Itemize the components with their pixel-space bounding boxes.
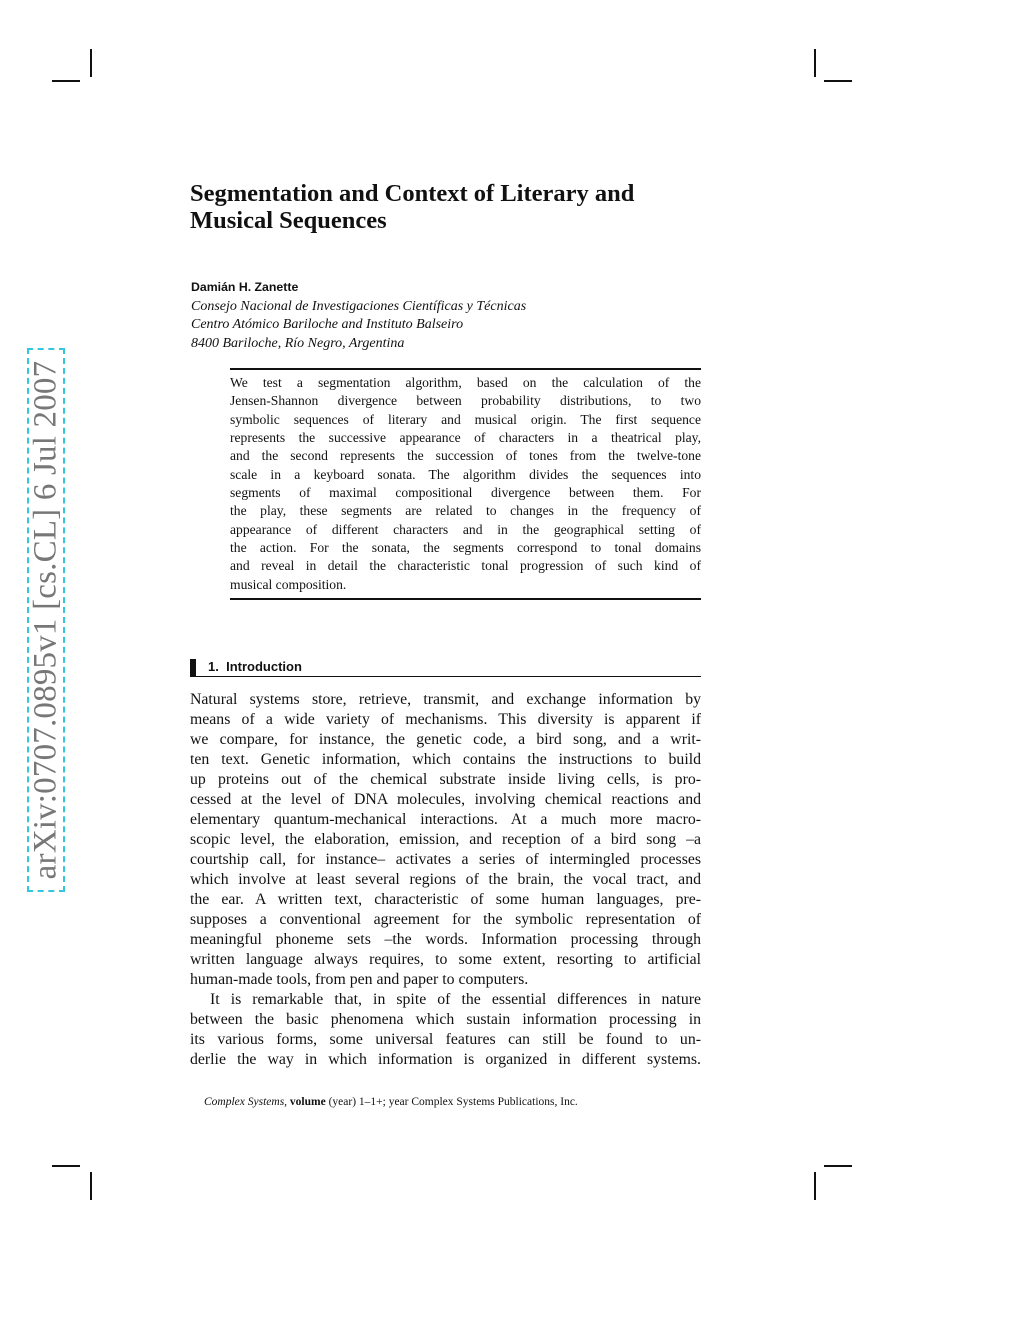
- abstract-top-rule: [230, 368, 701, 370]
- abstract-line: symbolic sequences of literary and musical origin. The first sequence: [230, 411, 701, 427]
- body-line: It is remarkable that, in spite of the essential differences in nature: [210, 991, 701, 1008]
- body-line: we compare, for instance, the genetic code, a bird song, and a writ-: [190, 731, 701, 748]
- author-name: Damián H. Zanette: [191, 280, 299, 294]
- abstract-line: appearance of different characters and in the geographical setting of: [230, 521, 701, 537]
- body-line: meaningful phoneme sets –the words. Information processing through: [190, 931, 701, 948]
- body-line: scopic level, the elaboration, emission, and reception of a bird song –a: [190, 831, 701, 848]
- body-text: [190, 690, 701, 1070]
- crop-mark-tl-v: [90, 49, 92, 77]
- crop-mark-tr-h: [824, 80, 852, 82]
- arxiv-stamp[interactable]: [27, 348, 65, 892]
- section-number: 1.: [208, 659, 219, 674]
- crop-mark-tl-h: [52, 80, 80, 82]
- body-line: its various forms, some universal features can still be found to un-: [190, 1031, 701, 1048]
- body-line: means of a wide variety of mechanisms. This diversity is apparent if: [190, 711, 701, 728]
- title-line: Musical Sequences: [190, 207, 387, 234]
- affiliation-line: Centro Atómico Bariloche and Instituto Balseiro: [191, 317, 464, 333]
- body-line: cessed at the level of DNA molecules, involving chemical reactions and: [190, 791, 701, 808]
- affiliation-line: 8400 Bariloche, Río Negro, Argentina: [191, 335, 405, 351]
- abstract-line: Jensen-Shannon divergence between probability distributions, to two: [230, 393, 701, 409]
- body-line: the ear. A written text, characteristic of some human languages, pre-: [190, 891, 701, 908]
- body-line: written language always requires, to some extent, resorting to artificial: [190, 951, 701, 968]
- crop-mark-tr-v: [814, 49, 816, 77]
- abstract-line: represents the successive appearance of characters in a theatrical play,: [230, 430, 701, 446]
- body-line: courtship call, for instance– activates a series of intermingled processes: [190, 851, 701, 868]
- abstract: [230, 374, 701, 594]
- journal-name: Complex Systems,: [204, 1096, 288, 1108]
- abstract-line: scale in a keyboard sonata. The algorithm divides the sequences into: [230, 466, 701, 482]
- journal-footer: [204, 1096, 578, 1108]
- body-line: ten text. Genetic information, which contains the instructions to build: [190, 751, 701, 768]
- arxiv-identifier: arXiv:0707.0895v1 [cs.CL] 6 Jul 2007: [27, 360, 64, 880]
- crop-mark-br-v: [814, 1172, 816, 1200]
- abstract-line: and reveal in detail the characteristic tonal progression of such kind of: [230, 558, 701, 574]
- section-rule: [190, 676, 701, 677]
- body-line: supposes a conventional agreement for the symbolic representation of: [190, 911, 701, 928]
- journal-volume: volume: [289, 1096, 326, 1108]
- abstract-line: We test a segmentation algorithm, based on the calculation of the: [230, 375, 701, 390]
- abstract-line: and the second represents the succession of tones from the twelve-tone: [230, 448, 701, 464]
- body-line: human-made tools, from pen and paper to computers.: [190, 971, 529, 988]
- crop-mark-bl-v: [90, 1172, 92, 1200]
- body-line: elementary quantum-mechanical interactions. At a much more macro-: [190, 811, 701, 828]
- section-marker: [190, 659, 196, 677]
- body-line: Natural systems store, retrieve, transmit, and exchange information by: [190, 691, 701, 708]
- abstract-line: segments of maximal compositional divergence between them. For: [230, 485, 701, 501]
- abstract-line: the play, these segments are related to changes in the frequency of: [230, 503, 701, 519]
- body-line: between the basic phenomena which sustain information processing in: [190, 1011, 701, 1028]
- title-line: Segmentation and Context of Literary and: [190, 180, 635, 207]
- affiliation-line: Consejo Nacional de Investigaciones Científicas y Técnicas: [191, 299, 527, 314]
- section-heading: [208, 659, 302, 674]
- abstract-bottom-rule: [230, 598, 701, 600]
- crop-mark-bl-h: [52, 1165, 80, 1167]
- abstract-line: musical composition.: [230, 576, 347, 592]
- paper-title: [190, 180, 730, 234]
- affiliation: [191, 298, 526, 353]
- body-line: derlie the way in which information is organized in different systems.: [190, 1051, 701, 1068]
- journal-details: (year) 1–1+; year Complex Systems Publications, Inc.: [328, 1096, 578, 1108]
- crop-mark-br-h: [824, 1165, 852, 1167]
- abstract-line: the action. For the sonata, the segments correspond to tonal domains: [230, 540, 701, 556]
- body-line: which involve at least several regions of the brain, the vocal tract, and: [190, 871, 701, 888]
- body-line: up proteins out of the chemical substrate inside living cells, is pro-: [190, 771, 701, 788]
- section-title: Introduction: [226, 659, 302, 674]
